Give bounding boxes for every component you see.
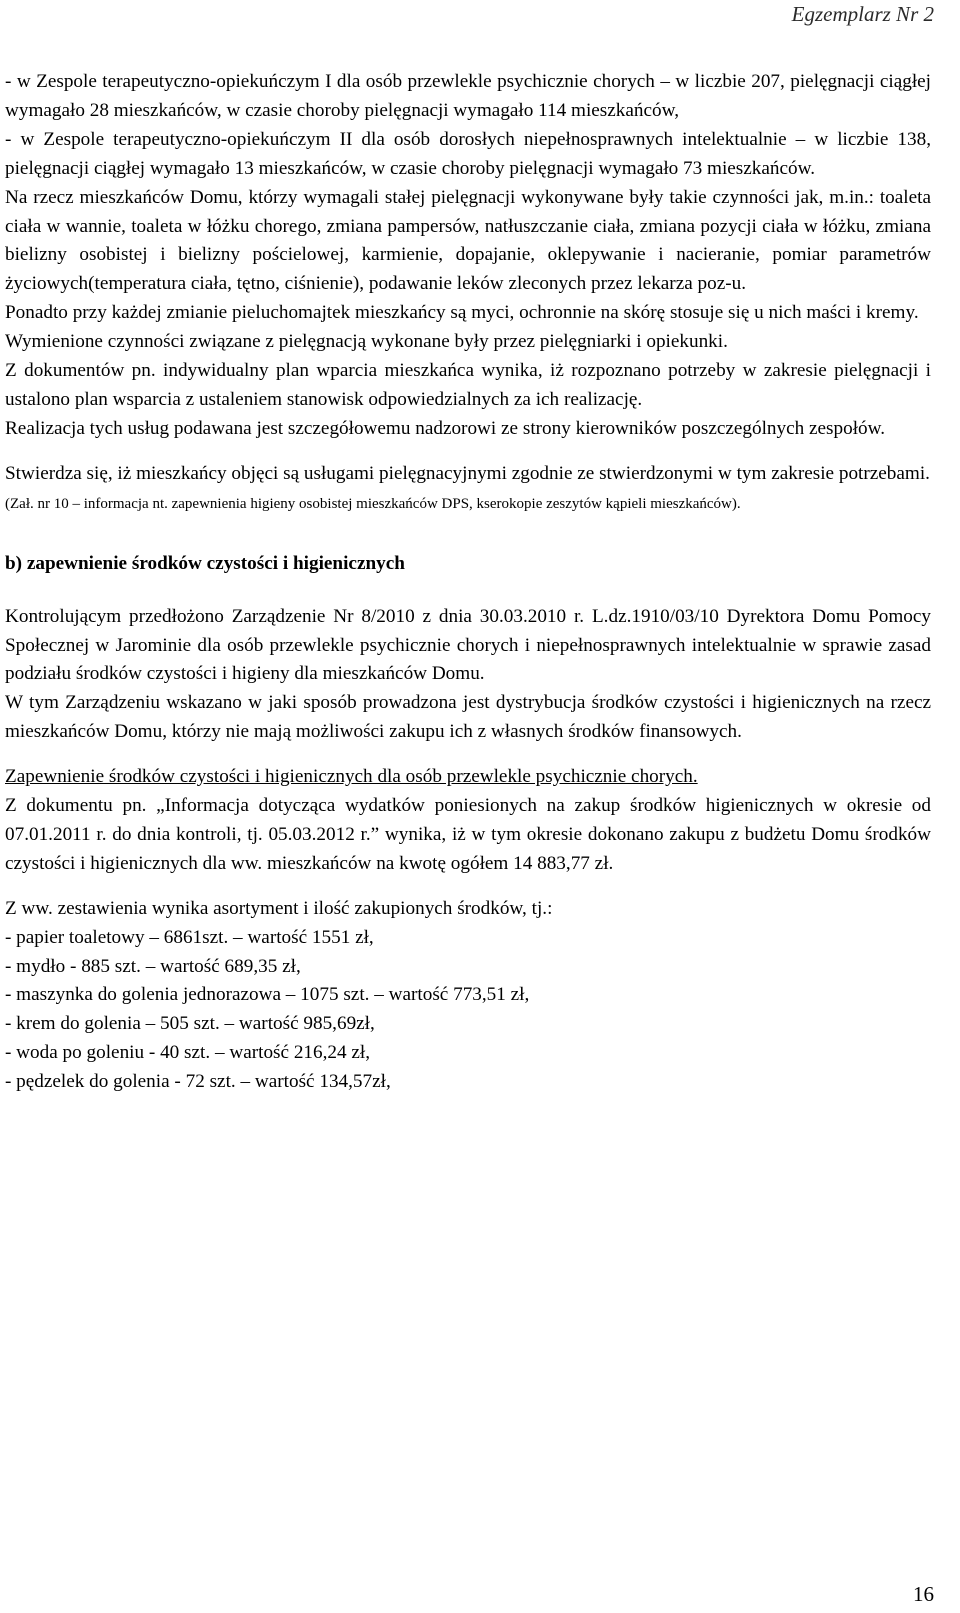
paragraph-nadzor: Realizacja tych usług podawana jest szczegółowemu nadzorowi ze strony kierowników poszczególnych zespołów.: [5, 417, 886, 439]
paragraph-plan-wsparcia: Z dokumentów pn. indywidualny plan wparcia mieszkańca wynika, iż rozpoznano potrzeby w zakresie pielęgnacji i ustalono plan wsparcia z ustaleniem stanowisk odpowiedzialnych za ich realizację.: [5, 360, 931, 410]
section-b-heading: b) zapewnienie środków czystości i higienicznych: [5, 552, 405, 574]
list-item: - papier toaletowy – 6861szt. – wartość 1551 zł,: [5, 926, 374, 948]
list-intro: Z ww. zestawienia wynika asortyment i ilość zakupionych środków, tj.:: [5, 897, 553, 919]
list-item: - woda po goleniu - 40 szt. – wartość 216,24 zł,: [5, 1042, 371, 1064]
paragraph-zespol-2: - w Zespole terapeutyczno-opiekuńczym II dla osób dorosłych niepełnosprawnych intelektualnie – w liczbie 138, pielęgnacji ciągłej wymagało 13 mieszkańców, w czasie choroby pielęgnacji wymagało 73 mieszkańców.: [5, 128, 931, 179]
paragraph-wykonawcy: Wymienione czynności związane z pielęgnacją wykonane były przez pielęgniarki i opiekunki.: [5, 331, 728, 353]
list-item: - mydło - 885 szt. – wartość 689,35 zł,: [5, 955, 301, 977]
paragraph-pieluchomajtki: Ponadto przy każdej zmianie pieluchomajtek mieszkańcy są myci, ochronnie na skórę stosuje się u nich maści i kremy.: [5, 302, 919, 324]
list-item: - maszynka do golenia jednorazowa – 1075 szt. – wartość 773,51 zł,: [5, 984, 530, 1006]
paragraph-wydatki: Z dokumentu pn. „Informacja dotycząca wydatków poniesionych na zakup środków higienicznych w okresie od 07.01.2011 r. do dnia kontroli, tj. 05.03.2012 r.” wynika, iż w tym okresie dokonano zakupu z budżetu Domu środków czystości i higienicznych dla ww. mieszkańców na kwotę ogółem 14 883,77 zł.: [5, 795, 931, 874]
paragraph-dystrybucja: W tym Zarządzeniu wskazano w jaki sposób prowadzona jest dystrybucja środków czystości i higienicznych na rzecz mieszkańców Domu, którzy nie mają możliwości zakupu ich z własnych środków finansowych.: [5, 692, 931, 743]
document-body: [5, 68, 931, 1097]
purchase-list: [5, 924, 931, 1097]
list-item: - krem do golenia – 505 szt. – wartość 985,69zł,: [5, 1013, 375, 1035]
paragraph-zarzadzenie: Kontrolującym przedłożono Zarządzenie Nr 8/2010 z dnia 30.03.2010 r. L.dz.1910/03/10 Dyrektora Domu Pomocy Społecznej w Jarominie dla osób przewlekle psychicznie chorych i niepełnosprawnych intelektualnie w sprawie zasad podziału środków czystości i higieny dla mieszkańców Domu.: [5, 605, 931, 685]
attachment-note: (Zał. nr 10 – informacja nt. zapewnienia higieny osobistej mieszkańców DPS, kserokopie zeszytów kąpieli mieszkańców).: [5, 495, 741, 512]
subheading-chorzy: Zapewnienie środków czystości i higienicznych dla osób przewlekle psychicznie chorych.: [5, 766, 698, 788]
paragraph-zespol-1: - w Zespole terapeutyczno-opiekuńczym I dla osób przewlekle psychicznie chorych – w liczbie 207, pielęgnacji ciągłej wymagało 28 mieszkańców, w czasie choroby pielęgnacji wymagało 114 mieszkańców,: [5, 71, 931, 121]
finding-statement: Stwierdza się, iż mieszkańcy objęci są usługami pielęgnacyjnymi zgodnie ze stwierdzonymi w tym zakresie potrzebami.: [5, 462, 930, 484]
list-item: - pędzelek do golenia - 72 szt. – wartość 134,57zł,: [5, 1071, 391, 1093]
paragraph-czynnosci: Na rzecz mieszkańców Domu, którzy wymagali stałej pielęgnacji wykonywane były takie czynności jak, m.in.: toaleta ciała w wannie, toaleta w łóżku chorego, zmiana pampersów, natłuszczanie ciała, zmiana pozycji ciała w łóżku, zmiana bielizny osobistej i bielizny pościelowej, karmienie, dopajanie, oklepywanie i nacieranie, pomiar parametrów życiowych(temperatura ciała, tętno, ciśnienie), podawanie leków zleconych przez lekarza poz-u.: [5, 186, 931, 295]
copy-number-header: Egzemplarz Nr 2: [791, 2, 934, 26]
page-number: 16: [913, 1582, 934, 1606]
